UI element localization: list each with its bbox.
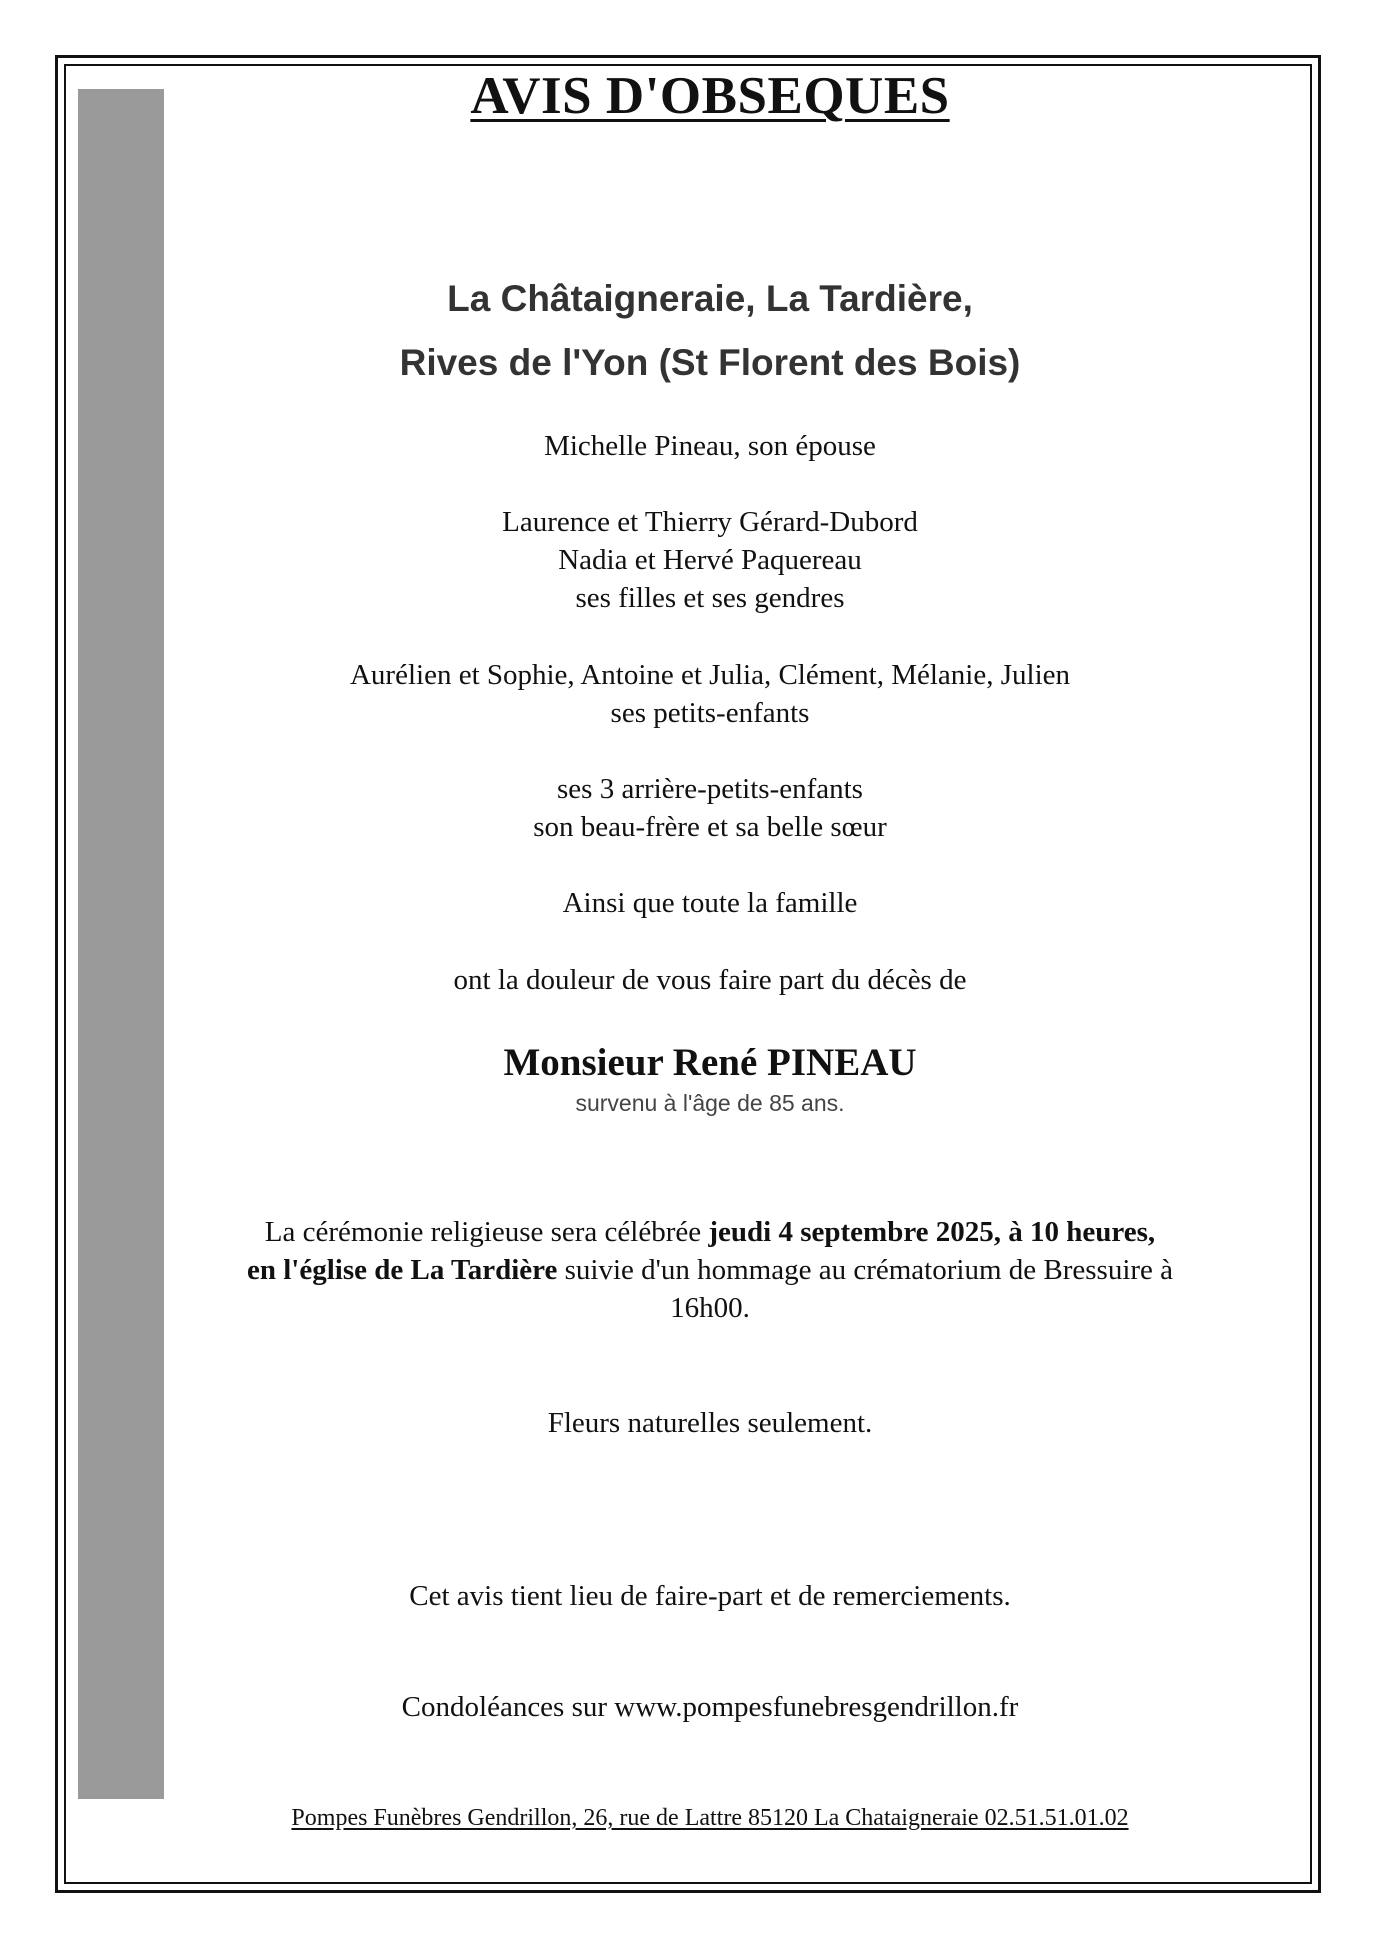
page-title: AVIS D'OBSEQUES	[470, 67, 950, 125]
family-all-line: Ainsi que toute la famille	[562, 887, 858, 919]
ceremony-line-3: 16h00.	[670, 1292, 750, 1324]
deceased-name: Monsieur René PINEAU	[503, 1041, 917, 1084]
deceased-age: survenu à l'âge de 85 ans.	[575, 1090, 845, 1116]
ceremony-text-2: suivie d'un hommage au crématorium de Bressuire à	[557, 1254, 1174, 1286]
flowers-line: Fleurs naturelles seulement.	[547, 1407, 873, 1439]
daughters-label: ses filles et ses gendres	[575, 582, 845, 614]
grandchildren-label: ses petits-enfants	[610, 697, 810, 729]
daughters-line-1: Laurence et Thierry Gérard-Dubord	[502, 506, 918, 538]
ceremony-place: en l'église de La Tardière	[246, 1254, 558, 1286]
notice-content	[164, 0, 1256, 1949]
grandchildren-line: Aurélien et Sophie, Antoine et Julia, Clément, Mélanie, Julien	[349, 659, 1070, 691]
side-bar-decoration	[78, 89, 164, 1799]
announcement-line: ont la douleur de vous faire part du décès de	[453, 964, 967, 996]
notice-line: Cet avis tient lieu de faire-part et de remerciements.	[409, 1580, 1011, 1612]
ceremony-date: jeudi 4 septembre 2025, à 10 heures,	[708, 1216, 1156, 1248]
spouse-line: Michelle Pineau, son épouse	[544, 430, 876, 462]
daughters-line-2: Nadia et Hervé Paquereau	[558, 544, 862, 576]
footer-address: Pompes Funèbres Gendrillon, 26, rue de Lattre 85120 La Chataigneraie 02.51.51.01.02	[291, 1805, 1129, 1831]
ceremony-text-1: La cérémonie religieuse sera célébrée	[264, 1216, 709, 1248]
condolences-line: Condoléances sur www.pompesfunebresgendrillon.fr	[401, 1691, 1019, 1723]
in-laws-line: son beau-frère et sa belle sœur	[533, 811, 887, 843]
locations-line-1: La Châtaigneraie, La Tardière,	[447, 278, 973, 319]
ceremony-line-1	[164, 1213, 1256, 1251]
ceremony-line-2	[164, 1251, 1256, 1289]
great-grandchildren-line: ses 3 arrière-petits-enfants	[557, 773, 863, 805]
locations-line-2: Rives de l'Yon (St Florent des Bois)	[399, 342, 1021, 383]
